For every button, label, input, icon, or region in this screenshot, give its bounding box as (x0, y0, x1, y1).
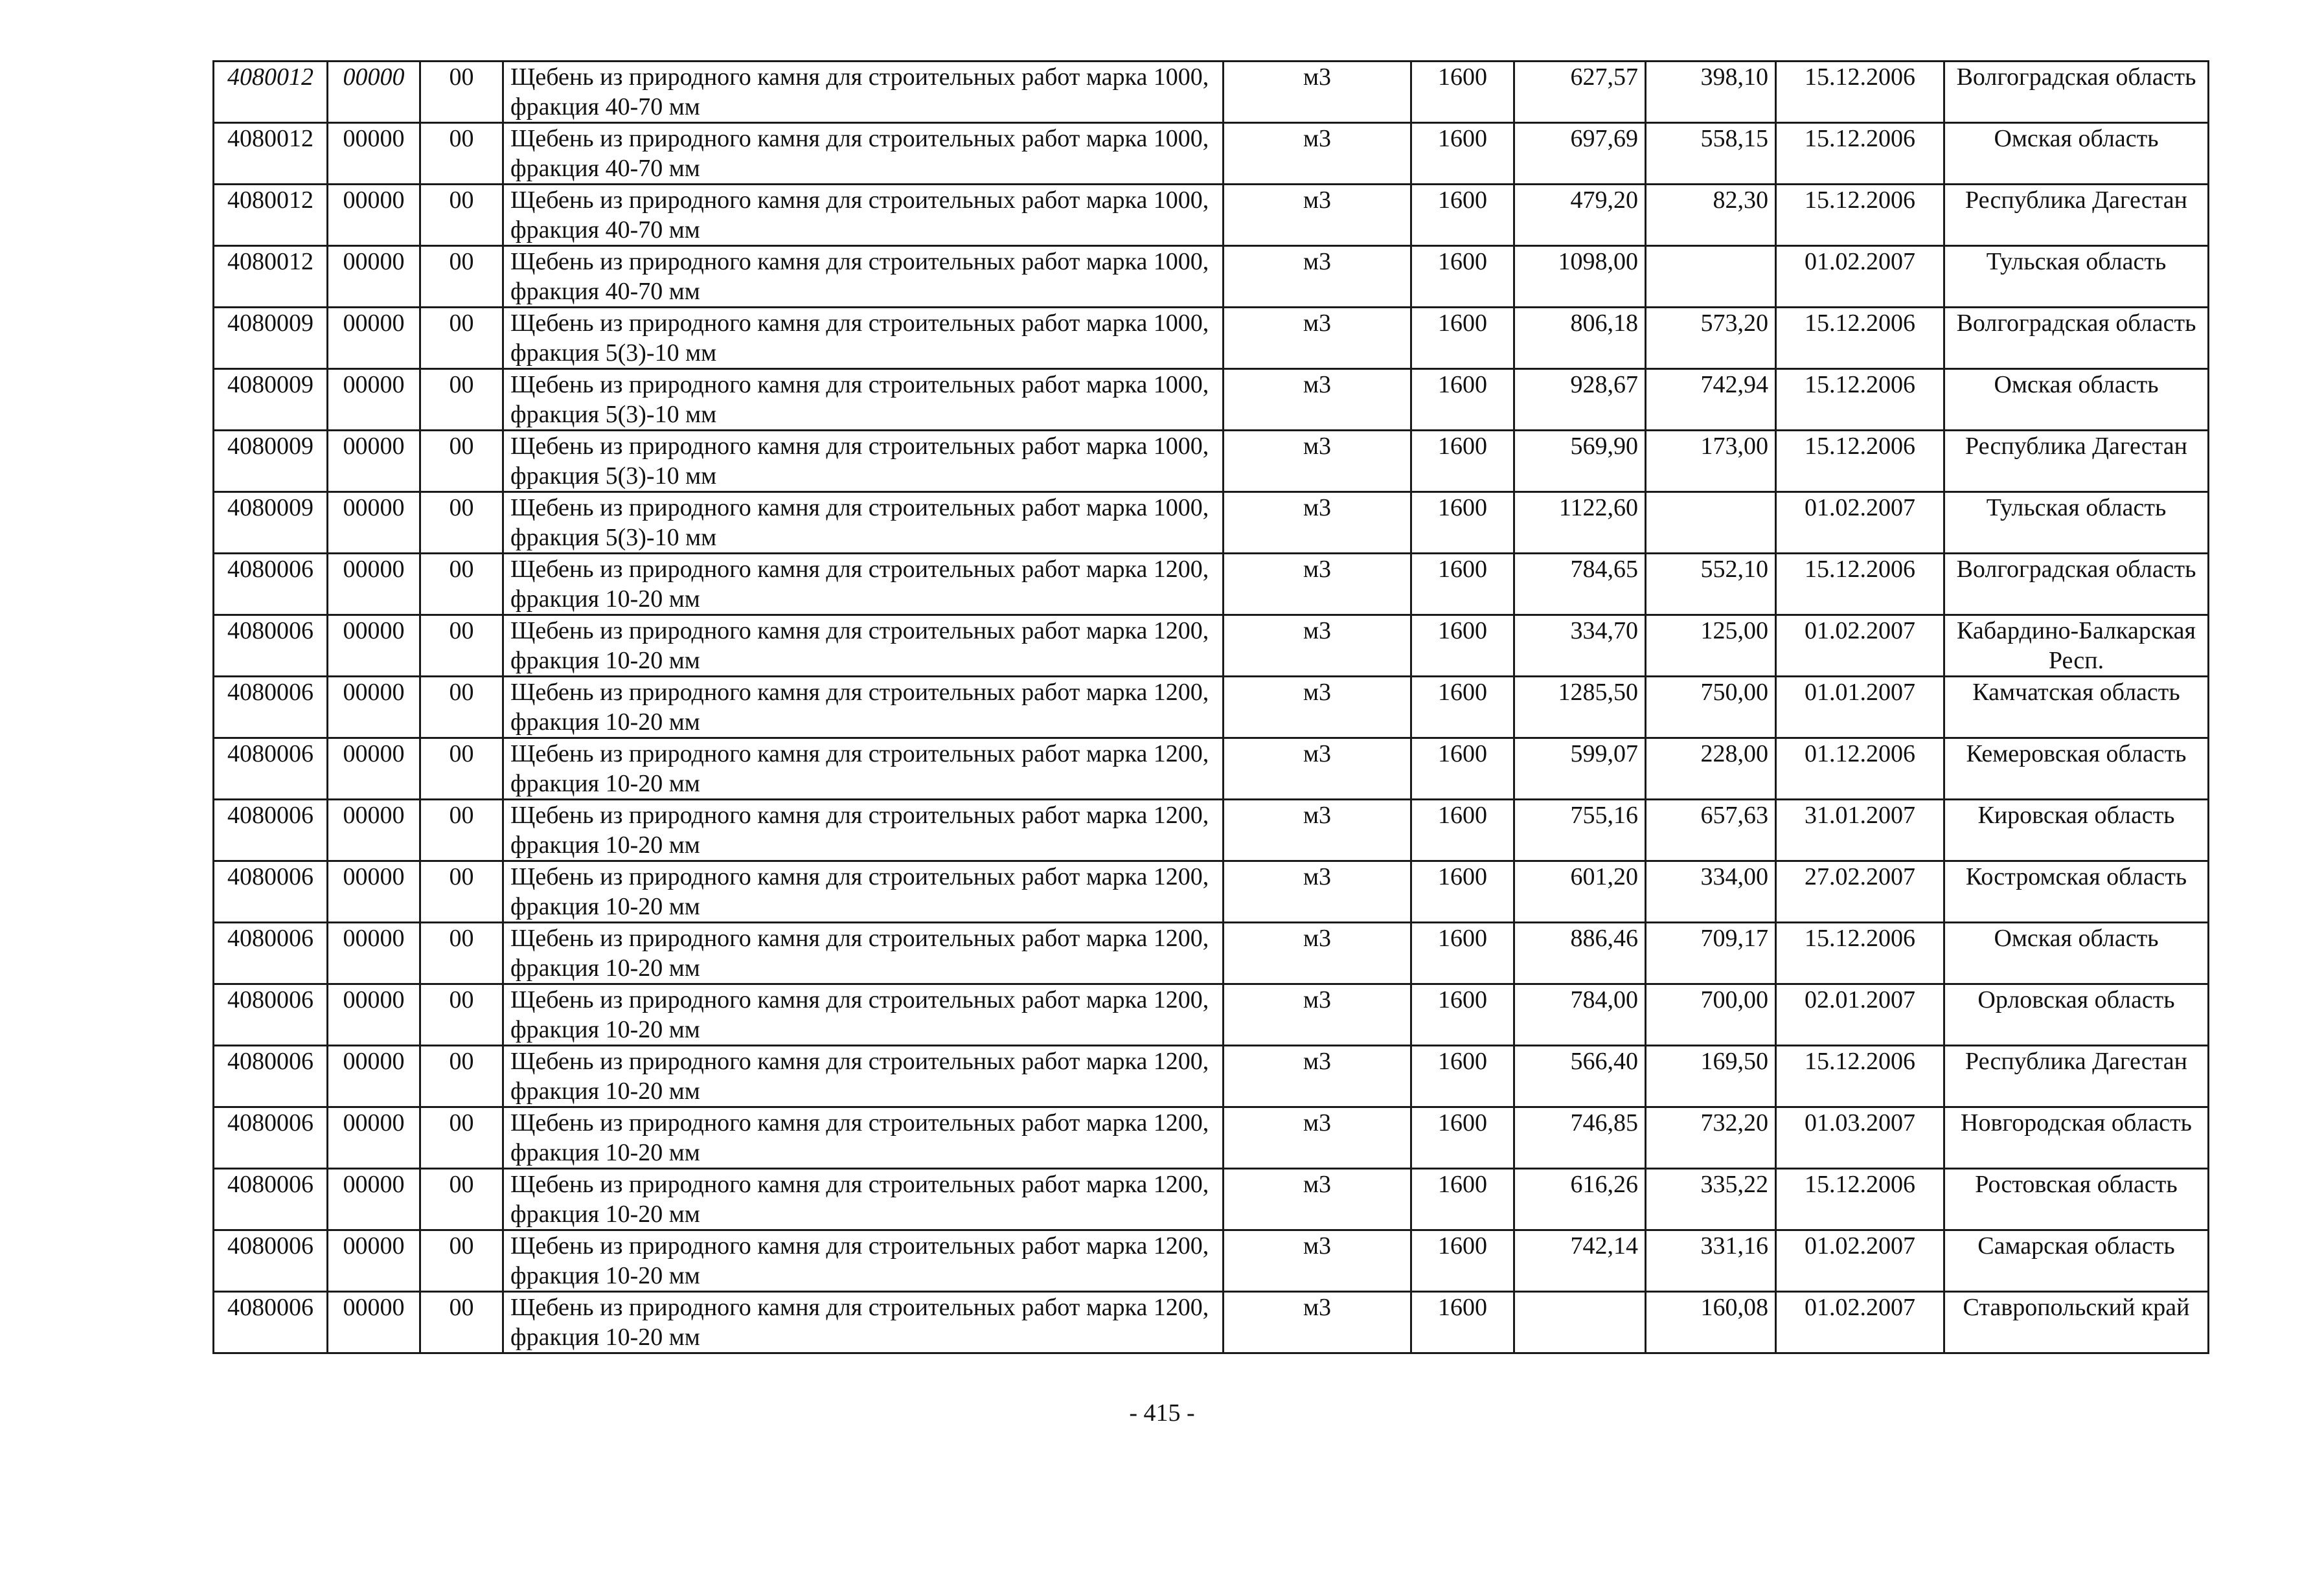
quantity-cell: 1600 (1411, 431, 1514, 492)
date-cell: 15.12.2006 (1776, 554, 1944, 615)
unit-cell: м3 (1224, 861, 1411, 923)
region-cell: Тульская область (1944, 246, 2209, 308)
description-cell: Щебень из природного камня для строительных работ марка 1200, фракция 10-20 мм (503, 984, 1224, 1046)
table-row (214, 554, 2209, 615)
subcode-cell: 00000 (328, 1169, 420, 1230)
description-cell: Щебень из природного камня для строительных работ марка 1200, фракция 10-20 мм (503, 923, 1224, 984)
quantity-cell: 1600 (1411, 492, 1514, 554)
price2-cell: 331,16 (1646, 1230, 1776, 1292)
description-cell: Щебень из природного камня для строительных работ марка 1000, фракция 40-70 мм (503, 246, 1224, 308)
region-cell: Самарская область (1944, 1230, 2209, 1292)
unit-cell: м3 (1224, 677, 1411, 738)
unit-cell: м3 (1224, 62, 1411, 123)
date-cell: 15.12.2006 (1776, 185, 1944, 246)
price2-cell: 173,00 (1646, 431, 1776, 492)
quantity-cell: 1600 (1411, 1107, 1514, 1169)
code-cell: 4080006 (214, 615, 328, 677)
region-cell: Омская область (1944, 923, 2209, 984)
suffix-cell: 00 (420, 984, 503, 1046)
quantity-cell: 1600 (1411, 800, 1514, 861)
subcode-cell: 00000 (328, 800, 420, 861)
price-cell: 784,00 (1514, 984, 1646, 1046)
suffix-cell: 00 (420, 800, 503, 861)
subcode-cell: 00000 (328, 1046, 420, 1107)
region-cell: Новгородская область (1944, 1107, 2209, 1169)
code-cell: 4080012 (214, 246, 328, 308)
region-cell: Волгоградская область (1944, 554, 2209, 615)
table-row (214, 800, 2209, 861)
subcode-cell: 00000 (328, 677, 420, 738)
region-cell: Омская область (1944, 123, 2209, 185)
price2-cell: 82,30 (1646, 185, 1776, 246)
suffix-cell: 00 (420, 123, 503, 185)
description-cell: Щебень из природного камня для строительных работ марка 1000, фракция 40-70 мм (503, 185, 1224, 246)
price2-cell: 334,00 (1646, 861, 1776, 923)
description-cell: Щебень из природного камня для строительных работ марка 1000, фракция 5(3)-10 мм (503, 308, 1224, 369)
description-cell: Щебень из природного камня для строительных работ марка 1000, фракция 40-70 мм (503, 62, 1224, 123)
region-cell: Орловская область (1944, 984, 2209, 1046)
description-cell: Щебень из природного камня для строительных работ марка 1200, фракция 10-20 мм (503, 800, 1224, 861)
table-row (214, 431, 2209, 492)
price2-cell: 742,94 (1646, 369, 1776, 431)
code-cell: 4080006 (214, 1230, 328, 1292)
date-cell: 15.12.2006 (1776, 308, 1944, 369)
suffix-cell: 00 (420, 615, 503, 677)
date-cell: 31.01.2007 (1776, 800, 1944, 861)
price2-cell: 160,08 (1646, 1292, 1776, 1353)
region-cell: Республика Дагестан (1944, 431, 2209, 492)
code-cell: 4080006 (214, 738, 328, 800)
subcode-cell: 00000 (328, 62, 420, 123)
price2-cell: 125,00 (1646, 615, 1776, 677)
region-cell: Ставропольский край (1944, 1292, 2209, 1353)
region-cell: Республика Дагестан (1944, 185, 2209, 246)
subcode-cell: 00000 (328, 431, 420, 492)
description-cell: Щебень из природного камня для строительных работ марка 1200, фракция 10-20 мм (503, 554, 1224, 615)
price2-cell (1646, 492, 1776, 554)
price2-cell (1646, 246, 1776, 308)
quantity-cell: 1600 (1411, 185, 1514, 246)
price-cell: 886,46 (1514, 923, 1646, 984)
table-row (214, 492, 2209, 554)
date-cell: 01.03.2007 (1776, 1107, 1944, 1169)
price-cell: 479,20 (1514, 185, 1646, 246)
price2-cell: 700,00 (1646, 984, 1776, 1046)
price-cell: 1122,60 (1514, 492, 1646, 554)
subcode-cell: 00000 (328, 492, 420, 554)
code-cell: 4080006 (214, 800, 328, 861)
suffix-cell: 00 (420, 861, 503, 923)
code-cell: 4080012 (214, 123, 328, 185)
quantity-cell: 1600 (1411, 123, 1514, 185)
date-cell: 02.01.2007 (1776, 984, 1944, 1046)
suffix-cell: 00 (420, 1230, 503, 1292)
description-cell: Щебень из природного камня для строительных работ марка 1200, фракция 10-20 мм (503, 861, 1224, 923)
date-cell: 15.12.2006 (1776, 923, 1944, 984)
unit-cell: м3 (1224, 984, 1411, 1046)
price-cell: 1285,50 (1514, 677, 1646, 738)
quantity-cell: 1600 (1411, 1046, 1514, 1107)
subcode-cell: 00000 (328, 369, 420, 431)
price-cell: 697,69 (1514, 123, 1646, 185)
table-row (214, 308, 2209, 369)
suffix-cell: 00 (420, 1107, 503, 1169)
unit-cell: м3 (1224, 615, 1411, 677)
suffix-cell: 00 (420, 492, 503, 554)
date-cell: 15.12.2006 (1776, 1046, 1944, 1107)
quantity-cell: 1600 (1411, 1169, 1514, 1230)
suffix-cell: 00 (420, 1046, 503, 1107)
unit-cell: м3 (1224, 369, 1411, 431)
description-cell: Щебень из природного камня для строительных работ марка 1200, фракция 10-20 мм (503, 1046, 1224, 1107)
subcode-cell: 00000 (328, 308, 420, 369)
code-cell: 4080006 (214, 554, 328, 615)
unit-cell: м3 (1224, 1046, 1411, 1107)
region-cell: Ростовская область (1944, 1169, 2209, 1230)
price-table-body (214, 62, 2209, 1353)
price2-cell: 709,17 (1646, 923, 1776, 984)
quantity-cell: 1600 (1411, 308, 1514, 369)
subcode-cell: 00000 (328, 1292, 420, 1353)
date-cell: 27.02.2007 (1776, 861, 1944, 923)
unit-cell: м3 (1224, 1107, 1411, 1169)
description-cell: Щебень из природного камня для строительных работ марка 1200, фракция 10-20 мм (503, 1230, 1224, 1292)
price-cell: 599,07 (1514, 738, 1646, 800)
price2-cell: 228,00 (1646, 738, 1776, 800)
quantity-cell: 1600 (1411, 923, 1514, 984)
quantity-cell: 1600 (1411, 554, 1514, 615)
unit-cell: м3 (1224, 492, 1411, 554)
quantity-cell: 1600 (1411, 246, 1514, 308)
code-cell: 4080006 (214, 861, 328, 923)
table-row (214, 185, 2209, 246)
code-cell: 4080006 (214, 1046, 328, 1107)
price-cell (1514, 1292, 1646, 1353)
code-cell: 4080006 (214, 677, 328, 738)
date-cell: 01.02.2007 (1776, 492, 1944, 554)
date-cell: 01.02.2007 (1776, 615, 1944, 677)
date-cell: 15.12.2006 (1776, 62, 1944, 123)
description-cell: Щебень из природного камня для строительных работ марка 1200, фракция 10-20 мм (503, 1292, 1224, 1353)
subcode-cell: 00000 (328, 861, 420, 923)
quantity-cell: 1600 (1411, 369, 1514, 431)
unit-cell: м3 (1224, 246, 1411, 308)
price2-cell: 335,22 (1646, 1169, 1776, 1230)
suffix-cell: 00 (420, 308, 503, 369)
description-cell: Щебень из природного камня для строительных работ марка 1000, фракция 40-70 мм (503, 123, 1224, 185)
price2-cell: 398,10 (1646, 62, 1776, 123)
table-row (214, 1169, 2209, 1230)
date-cell: 01.02.2007 (1776, 246, 1944, 308)
table-row (214, 861, 2209, 923)
price-cell: 627,57 (1514, 62, 1646, 123)
unit-cell: м3 (1224, 923, 1411, 984)
code-cell: 4080006 (214, 1292, 328, 1353)
quantity-cell: 1600 (1411, 984, 1514, 1046)
price-cell: 806,18 (1514, 308, 1646, 369)
suffix-cell: 00 (420, 677, 503, 738)
suffix-cell: 00 (420, 246, 503, 308)
subcode-cell: 00000 (328, 185, 420, 246)
table-row (214, 369, 2209, 431)
region-cell: Кабардино-Балкарская Респ. (1944, 615, 2209, 677)
subcode-cell: 00000 (328, 738, 420, 800)
suffix-cell: 00 (420, 431, 503, 492)
price-cell: 784,65 (1514, 554, 1646, 615)
price2-cell: 558,15 (1646, 123, 1776, 185)
unit-cell: м3 (1224, 308, 1411, 369)
unit-cell: м3 (1224, 1292, 1411, 1353)
region-cell: Камчатская область (1944, 677, 2209, 738)
subcode-cell: 00000 (328, 984, 420, 1046)
table-row (214, 1230, 2209, 1292)
description-cell: Щебень из природного камня для строительных работ марка 1000, фракция 5(3)-10 мм (503, 431, 1224, 492)
subcode-cell: 00000 (328, 554, 420, 615)
quantity-cell: 1600 (1411, 1230, 1514, 1292)
subcode-cell: 00000 (328, 1107, 420, 1169)
table-row (214, 246, 2209, 308)
price-cell: 601,20 (1514, 861, 1646, 923)
subcode-cell: 00000 (328, 923, 420, 984)
table-row (214, 1046, 2209, 1107)
unit-cell: м3 (1224, 800, 1411, 861)
code-cell: 4080006 (214, 1169, 328, 1230)
suffix-cell: 00 (420, 554, 503, 615)
unit-cell: м3 (1224, 554, 1411, 615)
table-row (214, 923, 2209, 984)
unit-cell: м3 (1224, 1169, 1411, 1230)
suffix-cell: 00 (420, 62, 503, 123)
table-row (214, 984, 2209, 1046)
quantity-cell: 1600 (1411, 677, 1514, 738)
description-cell: Щебень из природного камня для строительных работ марка 1200, фракция 10-20 мм (503, 738, 1224, 800)
region-cell: Кемеровская область (1944, 738, 2209, 800)
date-cell: 01.02.2007 (1776, 1230, 1944, 1292)
code-cell: 4080006 (214, 923, 328, 984)
region-cell: Омская область (1944, 369, 2209, 431)
table-row (214, 738, 2209, 800)
table-row (214, 677, 2209, 738)
code-cell: 4080009 (214, 492, 328, 554)
unit-cell: м3 (1224, 123, 1411, 185)
date-cell: 01.12.2006 (1776, 738, 1944, 800)
price-cell: 928,67 (1514, 369, 1646, 431)
price2-cell: 732,20 (1646, 1107, 1776, 1169)
suffix-cell: 00 (420, 1292, 503, 1353)
description-cell: Щебень из природного камня для строительных работ марка 1200, фракция 10-20 мм (503, 615, 1224, 677)
price2-cell: 573,20 (1646, 308, 1776, 369)
price-cell: 746,85 (1514, 1107, 1646, 1169)
page-number: - 415 - (1129, 1399, 1195, 1427)
description-cell: Щебень из природного камня для строительных работ марка 1200, фракция 10-20 мм (503, 1169, 1224, 1230)
quantity-cell: 1600 (1411, 738, 1514, 800)
code-cell: 4080012 (214, 185, 328, 246)
table-row (214, 1107, 2209, 1169)
table-row (214, 615, 2209, 677)
code-cell: 4080006 (214, 1107, 328, 1169)
price-cell: 566,40 (1514, 1046, 1646, 1107)
price-cell: 1098,00 (1514, 246, 1646, 308)
date-cell: 15.12.2006 (1776, 431, 1944, 492)
price2-cell: 657,63 (1646, 800, 1776, 861)
table-row (214, 123, 2209, 185)
code-cell: 4080009 (214, 308, 328, 369)
code-cell: 4080009 (214, 369, 328, 431)
price-table (212, 60, 2209, 1354)
suffix-cell: 00 (420, 1169, 503, 1230)
date-cell: 01.02.2007 (1776, 1292, 1944, 1353)
subcode-cell: 00000 (328, 246, 420, 308)
price-cell: 334,70 (1514, 615, 1646, 677)
description-cell: Щебень из природного камня для строительных работ марка 1000, фракция 5(3)-10 мм (503, 369, 1224, 431)
price-cell: 569,90 (1514, 431, 1646, 492)
subcode-cell: 00000 (328, 615, 420, 677)
quantity-cell: 1600 (1411, 615, 1514, 677)
unit-cell: м3 (1224, 431, 1411, 492)
code-cell: 4080006 (214, 984, 328, 1046)
suffix-cell: 00 (420, 185, 503, 246)
region-cell: Тульская область (1944, 492, 2209, 554)
unit-cell: м3 (1224, 185, 1411, 246)
description-cell: Щебень из природного камня для строительных работ марка 1000, фракция 5(3)-10 мм (503, 492, 1224, 554)
code-cell: 4080009 (214, 431, 328, 492)
price-cell: 742,14 (1514, 1230, 1646, 1292)
suffix-cell: 00 (420, 738, 503, 800)
subcode-cell: 00000 (328, 1230, 420, 1292)
quantity-cell: 1600 (1411, 861, 1514, 923)
quantity-cell: 1600 (1411, 1292, 1514, 1353)
subcode-cell: 00000 (328, 123, 420, 185)
table-row (214, 1292, 2209, 1353)
suffix-cell: 00 (420, 369, 503, 431)
date-cell: 15.12.2006 (1776, 1169, 1944, 1230)
date-cell: 01.01.2007 (1776, 677, 1944, 738)
date-cell: 15.12.2006 (1776, 123, 1944, 185)
unit-cell: м3 (1224, 738, 1411, 800)
price2-cell: 552,10 (1646, 554, 1776, 615)
date-cell: 15.12.2006 (1776, 369, 1944, 431)
description-cell: Щебень из природного камня для строительных работ марка 1200, фракция 10-20 мм (503, 677, 1224, 738)
region-cell: Республика Дагестан (1944, 1046, 2209, 1107)
code-cell: 4080012 (214, 62, 328, 123)
region-cell: Костромская область (1944, 861, 2209, 923)
table-row (214, 62, 2209, 123)
region-cell: Волгоградская область (1944, 62, 2209, 123)
region-cell: Волгоградская область (1944, 308, 2209, 369)
quantity-cell: 1600 (1411, 62, 1514, 123)
price2-cell: 169,50 (1646, 1046, 1776, 1107)
price2-cell: 750,00 (1646, 677, 1776, 738)
price-cell: 755,16 (1514, 800, 1646, 861)
suffix-cell: 00 (420, 923, 503, 984)
description-cell: Щебень из природного камня для строительных работ марка 1200, фракция 10-20 мм (503, 1107, 1224, 1169)
unit-cell: м3 (1224, 1230, 1411, 1292)
price-cell: 616,26 (1514, 1169, 1646, 1230)
region-cell: Кировская область (1944, 800, 2209, 861)
